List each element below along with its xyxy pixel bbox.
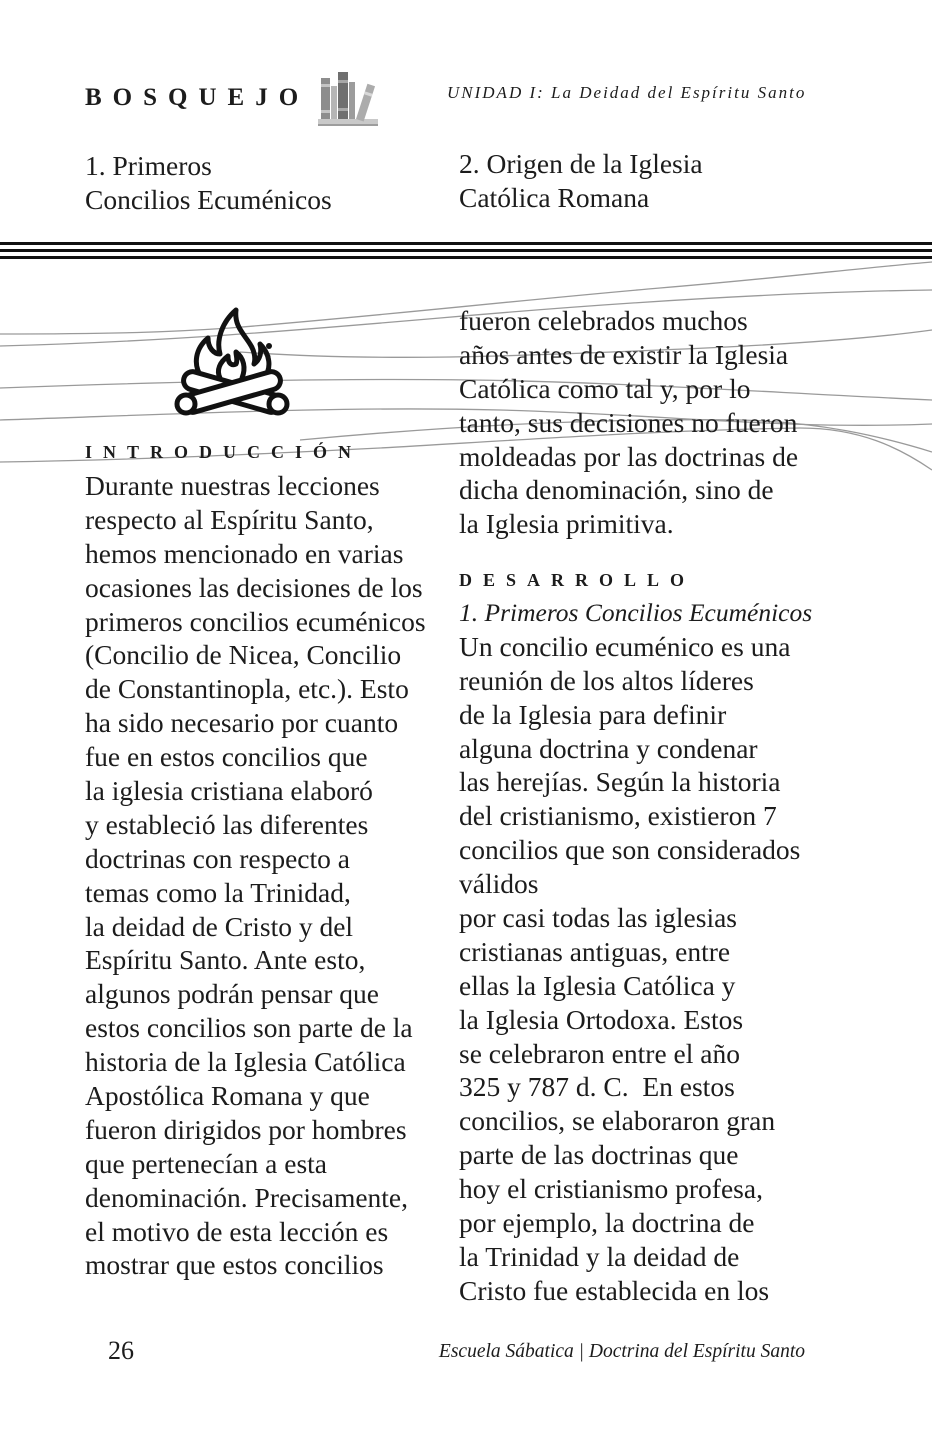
- books-icon: [318, 68, 378, 128]
- book: [338, 72, 348, 119]
- body-text-line: la deidad de Cristo y del: [85, 910, 354, 942]
- body-text-line: del cristianismo, existieron 7: [459, 800, 777, 832]
- body-text-line: concilios que son considerados: [459, 834, 801, 866]
- body-text-line: doctrinas con respecto a: [85, 842, 350, 874]
- body-text-line: concilios, se elaboraron gran: [459, 1105, 776, 1137]
- leaning-book: [356, 84, 375, 122]
- body-text-line: 325 y 787 d. C. En estos: [459, 1071, 735, 1103]
- outline-item-line: Concilios Ecuménicos: [85, 183, 332, 215]
- body-text-line: Católica como tal y, por lo: [459, 372, 751, 404]
- body-text-line: de la Iglesia para definir: [459, 698, 727, 730]
- body-text-line: la iglesia cristiana elaboró: [85, 775, 373, 807]
- body-text-line: la Iglesia Ortodoxa. Estos: [459, 1003, 744, 1035]
- body-text-line: denominación. Precisamente,: [85, 1181, 409, 1213]
- body-text-line: por ejemplo, la doctrina de: [459, 1207, 755, 1239]
- body-text-line: (Concilio de Nicea, Concilio: [85, 639, 402, 671]
- log-end: [177, 395, 195, 413]
- header-rule: [0, 256, 932, 259]
- spark: [268, 355, 271, 362]
- body-text-line: Espíritu Santo. Ante esto,: [85, 944, 366, 976]
- body-text-line: fue en estos concilios que: [85, 741, 368, 773]
- body-text-line: cristianas antiguas, entre: [459, 935, 731, 967]
- body-text-line: el motivo de esta lección es: [85, 1215, 389, 1247]
- log-end: [269, 395, 287, 413]
- shelf: [318, 119, 378, 124]
- outline-item-line: 1. Primeros: [85, 150, 212, 181]
- outline-item-2: [459, 147, 703, 215]
- development-subheading: 1. Primeros Concilios Ecuménicos: [459, 598, 813, 627]
- body-text-line: moldeadas por las doctrinas de: [459, 440, 799, 472]
- inner-flame: [218, 352, 244, 378]
- body-text-line: reunión de los altos líderes: [459, 664, 754, 696]
- flame-outline: [196, 310, 269, 378]
- book: [321, 78, 330, 119]
- body-text-line: válidos: [459, 868, 539, 900]
- body-text-line: la Trinidad y la deidad de: [459, 1240, 740, 1272]
- body-text-line: se celebraron entre el año: [459, 1037, 740, 1069]
- body-text-line: parte de las doctrinas que: [459, 1139, 739, 1171]
- book: [331, 86, 337, 119]
- header-rule: [0, 249, 932, 252]
- development-body: [459, 596, 812, 1308]
- body-text-line: años antes de existir la Iglesia: [459, 338, 789, 370]
- body-text-line: estos concilios son parte de la: [85, 1012, 413, 1044]
- development-heading: DESARROLLO: [459, 570, 696, 590]
- body-text-line: historia de la Iglesia Católica: [85, 1046, 406, 1078]
- body-text-line: temas como la Trinidad,: [85, 876, 351, 908]
- page-number: 26: [108, 1336, 134, 1365]
- body-text-line: hoy el cristianismo profesa,: [459, 1173, 763, 1205]
- spark: [266, 343, 272, 349]
- book: [349, 82, 355, 119]
- section-label: BOSQUEJO: [85, 84, 310, 111]
- body-text-line: y estableció las diferentes: [85, 808, 369, 840]
- shelf-edge: [318, 124, 378, 126]
- body-text-line: tanto, sus decisiones no fueron: [459, 406, 798, 438]
- body-text-line: algunos podrán pensar que: [85, 978, 380, 1010]
- body-text-line: ocasiones las decisiones de los: [85, 571, 423, 603]
- body-text-line: ellas la Iglesia Católica y: [459, 969, 736, 1001]
- body-text-line: Cristo fue establecida en los: [459, 1274, 770, 1306]
- outline-item-1: [85, 149, 332, 217]
- unit-title: UNIDAD I: La Deidad del Espíritu Santo: [447, 83, 807, 102]
- body-text-line: alguna doctrina y condenar: [459, 732, 758, 764]
- outline-item-line: Católica Romana: [459, 181, 650, 213]
- body-text-line: fueron dirigidos por hombres: [85, 1113, 407, 1145]
- campfire-icon: [172, 302, 292, 422]
- body-text-line: primeros concilios ecuménicos: [85, 605, 426, 637]
- body-text-line: mostrar que estos concilios: [85, 1249, 384, 1281]
- running-footer-title: Escuela Sábatica | Doctrina del Espíritu Santo: [438, 1341, 805, 1362]
- outline-item-line: 2. Origen de la Iglesia: [459, 148, 703, 179]
- body-text-line: Durante nuestras lecciones: [85, 470, 380, 501]
- body-text-line: respecto al Espíritu Santo,: [85, 503, 374, 535]
- body-text-line: Un concilio ecuménico es una: [459, 630, 791, 662]
- body-text-line: Apostólica Romana y que: [85, 1080, 370, 1112]
- body-text-line: hemos mencionado en varias: [85, 537, 404, 569]
- continuation-body: [459, 304, 798, 541]
- body-text-line: fueron celebrados muchos: [459, 305, 748, 336]
- body-text-line: de Constantinopla, etc.). Esto: [85, 673, 409, 705]
- body-text-line: dicha denominación, sino de: [459, 474, 774, 506]
- body-text-line: que pertenecían a esta: [85, 1147, 328, 1179]
- body-text-line: por casi todas las iglesias: [459, 902, 737, 934]
- introduction-heading: INTRODUCCIÓN: [85, 442, 363, 462]
- introduction-body: [85, 469, 426, 1282]
- body-text-line: ha sido necesario por cuanto: [85, 707, 399, 739]
- header-rule: [0, 242, 932, 245]
- body-text-line: las herejías. Según la historia: [459, 766, 781, 798]
- body-text-line: la Iglesia primitiva.: [459, 508, 674, 540]
